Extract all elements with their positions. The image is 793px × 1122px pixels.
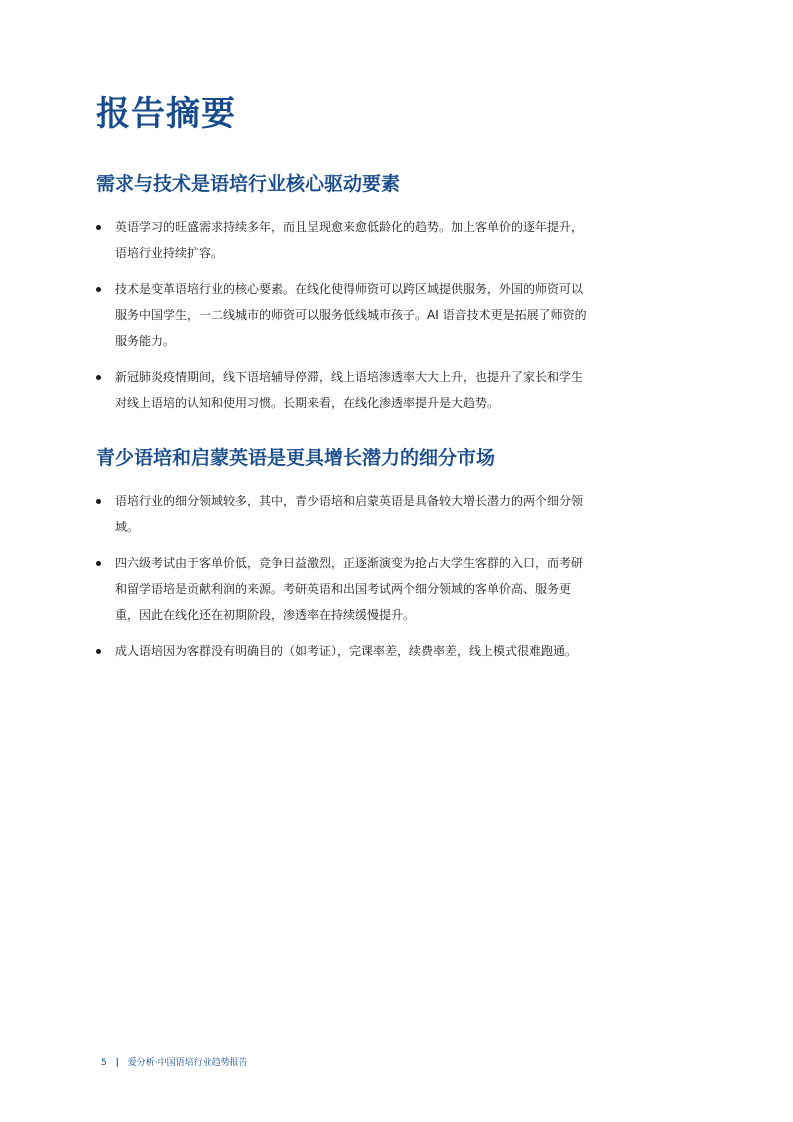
page-number: 5 bbox=[101, 1058, 107, 1068]
bullet-item: 新冠肺炎疫情期间，线下语培辅导停滞，线上语培渗透率大大上升，也提升了家长和学生对线上语培的认知和使用习惯。长期来看，在线化渗透率提升是大趋势。 bbox=[96, 364, 591, 416]
page-title: 报告摘要 bbox=[96, 94, 236, 134]
bullet-item: 四六级考试由于客单价低，竞争日益激烈，正逐渐演变为抢占大学生客群的入口，而考研和留学语培是贡献利润的来源。考研英语和出国考试两个细分领域的客单价高、服务更重，因此在线化还在初期阶段，渗透率在持续缓慢提升。 bbox=[96, 550, 591, 628]
bullet-item: 语培行业的细分领域较多，其中，青少语培和启蒙英语是具备较大增长潜力的两个细分领域。 bbox=[96, 488, 591, 540]
section-growth-segments bbox=[96, 444, 616, 674]
footer-separator: | bbox=[115, 1058, 119, 1068]
bullet-item: 英语学习的旺盛需求持续多年，而且呈现愈来愈低龄化的趋势。加上客单价的逐年提升，语培行业持续扩容。 bbox=[96, 214, 591, 266]
bullet-list bbox=[96, 488, 616, 664]
section-heading: 需求与技术是语培行业核心驱动要素 bbox=[96, 173, 401, 195]
report-name: 爱分析·中国语培行业趋势报告 bbox=[127, 1058, 248, 1068]
section-demand-technology bbox=[96, 170, 616, 426]
bullet-list bbox=[96, 214, 616, 416]
bullet-item: 技术是变革语培行业的核心要素。在线化使得师资可以跨区域提供服务，外国的师资可以服务中国学生，一二线城市的师资可以服务低线城市孩子。AI 语音技术更是拓展了师资的服务能力。 bbox=[96, 276, 591, 354]
section-heading: 青少语培和启蒙英语是更具增长潜力的细分市场 bbox=[96, 447, 496, 469]
page-footer bbox=[101, 1056, 248, 1070]
bullet-item: 成人语培因为客群没有明确目的（如考证），完课率差，续费率差，线上模式很难跑通。 bbox=[96, 638, 591, 664]
